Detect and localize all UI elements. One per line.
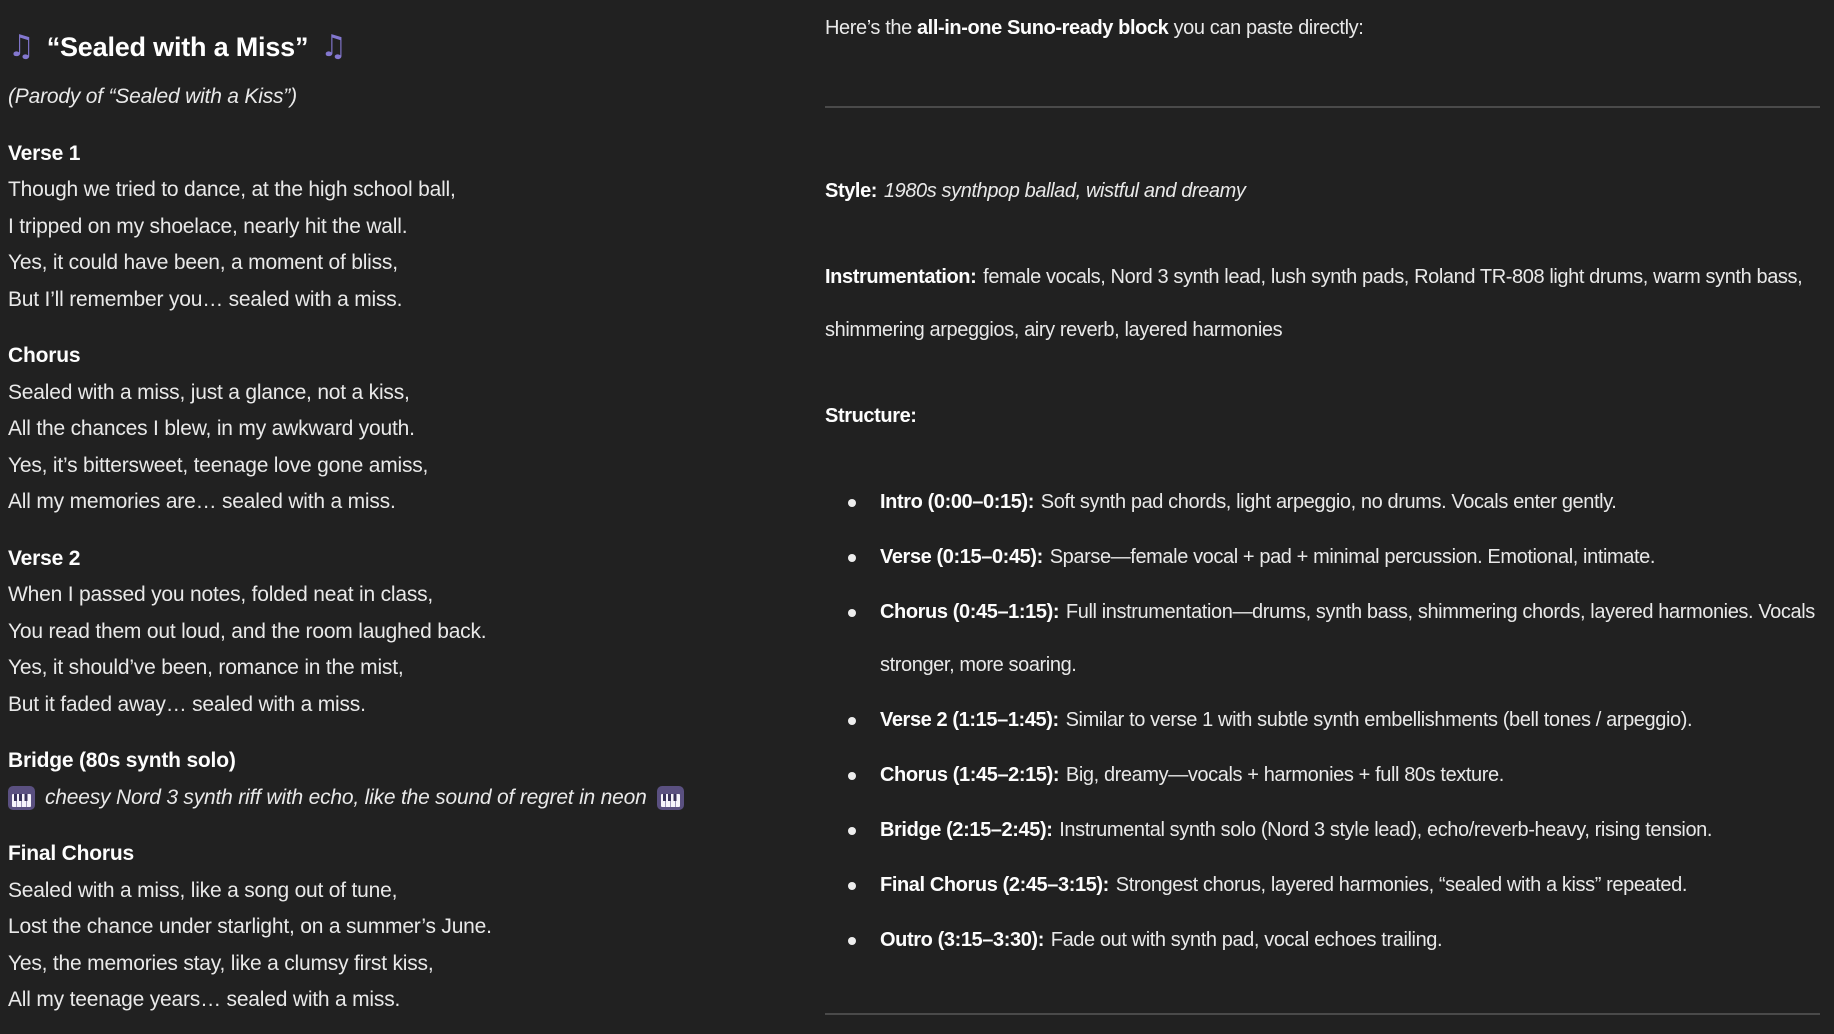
music-notes-icon: ♫ <box>8 29 35 64</box>
lyric-line: You read them out loud, and the room laughed back. <box>8 619 487 643</box>
structure-item-outro <box>825 914 1820 967</box>
item-label: Final Chorus (2:45–3:15): <box>880 874 1109 896</box>
style-row <box>825 165 1820 218</box>
lyric-line: Yes, it could have been, a moment of bliss, <box>8 251 398 274</box>
lyric-line: When I passed you notes, folded neat in class, <box>8 583 434 606</box>
item-text: Big, dreamy—vocals + harmonies + full 80s texture. <box>1065 764 1504 786</box>
lyric-line: Yes, it should’ve been, romance in the mist, <box>8 656 404 679</box>
structure-item-verse <box>825 531 1820 584</box>
item-text: Soft synth pad chords, light arpeggio, no drums. Vocals enter gently. <box>1040 491 1617 513</box>
instrumentation-value: female vocals, Nord 3 synth lead, lush synth pads, Roland TR-808 light drums, warm synth bass, shimmering arpeggios, airy reverb, layered harmonies <box>825 266 1803 341</box>
lyric-line: All my teenage years… sealed with a miss. <box>8 988 401 1011</box>
item-text: Similar to verse 1 with subtle synth embellishments (bell tones / arpeggio). <box>1065 709 1693 731</box>
lyric-line: Sealed with a miss, like a song out of tune, <box>8 878 398 902</box>
lyric-line: Yes, the memories stay, like a clumsy first kiss, <box>8 951 434 975</box>
intro-prefix: Here’s the <box>825 17 917 39</box>
structure-item-chorus2 <box>825 749 1820 802</box>
lyric-line: But it faded away… sealed with a miss. <box>8 692 366 716</box>
parody-subtitle: (Parody of “Sealed with a Kiss”) <box>8 85 297 108</box>
item-label: Bridge (2:15–2:45): <box>880 819 1053 841</box>
lyrics-document <box>0 0 800 1034</box>
item-text: Strongest chorus, layered harmonies, “sealed with a kiss” repeated. <box>1115 874 1688 896</box>
instrumentation-label: Instrumentation: <box>825 266 977 288</box>
structure-heading <box>825 390 1820 443</box>
lyric-line: Lost the chance under starlight, on a summer’s June. <box>8 915 492 938</box>
section-heading-verse1: Verse 1 <box>8 141 81 165</box>
musical-keyboard-icon <box>8 786 35 810</box>
structure-item-intro <box>825 476 1820 529</box>
bridge-direction-line <box>8 780 800 817</box>
divider <box>825 106 1820 108</box>
item-text: Instrumental synth solo (Nord 3 style lead), echo/reverb-heavy, rising tension. <box>1059 819 1713 841</box>
section-heading-final-chorus: Final Chorus <box>8 842 134 865</box>
section-heading-verse2: Verse 2 <box>8 546 81 570</box>
item-text: Full instrumentation—drums, synth bass, shimmering chords, layered harmonies. Vocals stronger, more soaring. <box>880 601 1815 676</box>
item-label: Intro (0:00–0:15): <box>880 491 1034 513</box>
item-label: Verse 2 (1:15–1:45): <box>880 709 1059 731</box>
assistant-intro <box>825 2 1820 55</box>
structure-label: Structure: <box>825 405 917 427</box>
item-text: Sparse—female vocal + pad + minimal percussion. Emotional, intimate. <box>1049 546 1656 568</box>
intro-suffix: you can paste directly: <box>1168 17 1364 39</box>
divider <box>825 1013 1820 1015</box>
structure-item-verse2 <box>825 694 1820 747</box>
final-chorus-stanza <box>8 873 800 1019</box>
lyric-line: All my memories are… sealed with a miss. <box>8 490 396 513</box>
chorus-stanza <box>8 375 800 521</box>
lyric-line: Though we tried to dance, at the high school ball, <box>8 178 456 201</box>
item-label: Chorus (0:45–1:15): <box>880 601 1060 623</box>
instrumentation-row <box>825 251 1820 357</box>
item-label: Outro (3:15–3:30): <box>880 929 1044 951</box>
style-value: 1980s synthpop ballad, wistful and dreamy <box>883 180 1246 202</box>
lyric-line: All the chances I blew, in my awkward youth. <box>8 417 415 440</box>
section-heading-bridge: Bridge (80s synth solo) <box>8 749 236 772</box>
structure-item-chorus <box>825 586 1820 692</box>
lyric-line: Yes, it’s bittersweet, teenage love gone amiss, <box>8 453 429 477</box>
music-notes-icon: ♫ <box>320 29 347 64</box>
item-label: Verse (0:15–0:45): <box>880 546 1043 568</box>
item-text: Fade out with synth pad, vocal echoes trailing. <box>1050 929 1443 951</box>
suno-block-message <box>800 0 1834 1034</box>
verse2-stanza <box>8 577 800 723</box>
lyric-line: I tripped on my shoelace, nearly hit the wall. <box>8 214 408 238</box>
item-label: Chorus (1:45–2:15): <box>880 764 1060 786</box>
musical-keyboard-icon <box>657 786 684 810</box>
bridge-direction-text: cheesy Nord 3 synth riff with echo, like the sound of regret in neon <box>45 785 647 809</box>
structure-list <box>825 476 1820 967</box>
lyric-line: Sealed with a miss, just a glance, not a kiss, <box>8 380 410 404</box>
song-title-text: “Sealed with a Miss” <box>46 32 309 62</box>
section-heading-chorus: Chorus <box>8 344 81 367</box>
lyric-line: But I’ll remember you… sealed with a miss. <box>8 287 403 311</box>
intro-bold: all-in-one Suno-ready block <box>916 17 1169 39</box>
verse1-stanza <box>8 172 800 318</box>
song-title <box>8 26 800 68</box>
style-label: Style: <box>825 180 878 202</box>
structure-item-bridge <box>825 804 1820 857</box>
structure-item-final-chorus <box>825 859 1820 912</box>
